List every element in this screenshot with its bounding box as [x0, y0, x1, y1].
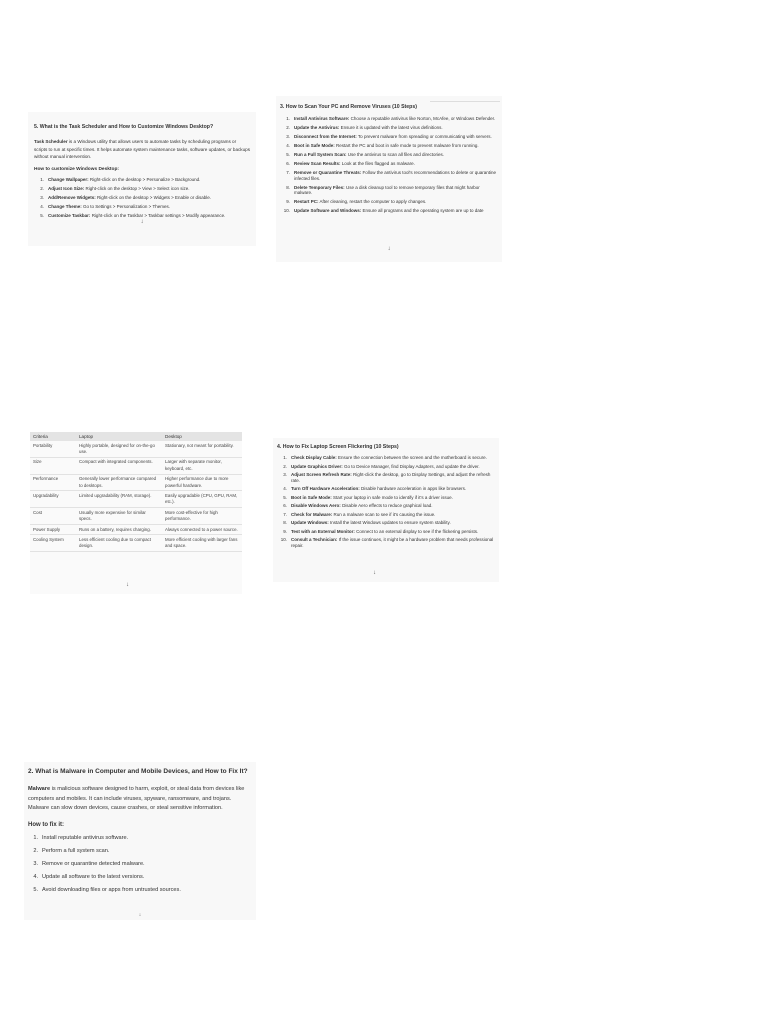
customize-subheading: How to customize Windows Desktop:	[34, 166, 119, 172]
flicker-steps-list	[277, 455, 495, 548]
table-row: Cost Usually more expensive for similar specs. More cost-effective for high performance.	[30, 508, 242, 525]
scroll-down-arrow-icon[interactable]: ↓	[126, 582, 129, 588]
list-item: 3. Disconnect from the Internet: To prevent malware from spreading or communicating with servers.	[286, 134, 492, 139]
task-scheduler-intro-text: is a Windows utility that allows users to automate tasks by scheduling programs or scripts to run at specific times. It helps automate system maintenance tasks, software updates, or backups without manual intervention.	[34, 139, 251, 159]
list-item: 4. Update all software to the latest versions.	[33, 873, 145, 880]
list-item: 1. Install Antivirus Software: Choose a reputable antivirus like Norton, McAfee, or Windows Defender.	[286, 116, 496, 121]
column-header: Criteria	[30, 432, 76, 441]
malware-intro-text: is malicious software designed to harm, exploit, or steal data from devices like computers and mobiles. It can include viruses, spyware, ransomware, and trojans. Malware can slow down devices, cause crashes, or steal sensitive information.	[28, 786, 245, 811]
list-item: 5. Customize Taskbar: Right-click on the Taskbar > Taskbar settings > Modify appearance.	[40, 212, 226, 218]
list-item: 10. Consult a Technician: If the issue continues, it might be a hardware problem that needs professional repair.	[280, 537, 494, 548]
virus-steps-list	[280, 116, 498, 214]
list-item: 4. Change Theme: Go to Settings > Personalization > Themes.	[40, 203, 170, 209]
malware-intro	[28, 785, 252, 814]
task-scheduler-intro-bold: Task Scheduler	[34, 139, 68, 144]
task-scheduler-title: 5. What is the Task Scheduler and How to Customize Windows Desktop?	[34, 124, 214, 130]
scroll-down-arrow-icon[interactable]: ↓	[373, 570, 376, 576]
customize-steps-list	[34, 177, 250, 219]
scroll-down-arrow-icon[interactable]: ↓	[140, 218, 144, 225]
virus-scan-title: 3. How to Scan Your PC and Remove Viruses (10 Steps)	[280, 104, 417, 110]
list-item: 8. Delete Temporary Files: Use a disk cleanup tool to remove temporary files that might harbor malware.	[286, 184, 480, 195]
list-item: 3. Remove or quarantine detected malware.	[33, 860, 145, 867]
list-item: 7. Check for Malware: Run a malware scan to see if it's causing the issue.	[283, 511, 436, 517]
list-item: 1. Check Display Cable: Ensure the connection between the screen and the motherboard is secure.	[283, 455, 487, 460]
table-row: Power Supply Runs on a battery, requires charging. Always connected to a power source.	[30, 525, 242, 535]
divider	[430, 101, 500, 102]
list-item: 9. Test with an External Monitor: Connect to an external display to see if the flickering persists.	[283, 528, 479, 534]
table-row: Cooling System Less efficient cooling due to compact design. More efficient cooling with larger fans and space.	[30, 535, 242, 552]
list-item: 3. Adjust Screen Refresh Rate: Right-click the desktop, go to Display Settings, and adjust the refresh rate.	[283, 472, 491, 483]
list-item: 7. Remove or Quarantine Threats: Follow the antivirus tool's recommendations to delete or quarantine infected files.	[286, 170, 496, 181]
list-item: 4. Boot in Safe Mode: Restart the PC and boot in safe mode to prevent malware from running.	[286, 143, 479, 148]
list-item: 5. Boot in Safe Mode: Start your laptop in safe mode to identify if it's a driver issue.	[283, 494, 453, 500]
table-header-row	[30, 432, 242, 441]
malware-title: 2. What is Malware in Computer and Mobile Devices, and How to Fix It?	[28, 768, 248, 775]
task-scheduler-intro	[34, 138, 250, 161]
scroll-down-arrow-icon[interactable]: ↓	[387, 246, 391, 252]
list-item: 2. Perform a full system scan.	[33, 847, 110, 854]
table-row: Size Compact with integrated components. Larger with separate monitor, keyboard, etc.	[30, 457, 242, 474]
comparison-table-card	[30, 432, 242, 594]
list-item: 1. Change Wallpaper: Right-click on the desktop > Personalize > Background.	[40, 176, 201, 182]
list-item: 6. Disable Windows Aero: Disable Aero effects to reduce graphical load.	[283, 503, 433, 508]
how-to-fix-subheading: How to fix it:	[28, 821, 64, 828]
screen-flicker-title: 4. How to Fix Laptop Screen Flickering (10 Steps)	[277, 444, 399, 450]
list-item: 2. Update the Antivirus: Ensure it is updated with the latest virus definitions.	[286, 125, 443, 130]
list-item: 1. Install reputable antivirus software.	[33, 834, 129, 841]
list-item: 5. Run a Full System Scan: Use the antivirus to scan all files and directories.	[286, 152, 445, 157]
table-row: Portability Highly portable, designed for on-the-go use. Stationary, not meant for portability.	[30, 441, 242, 457]
scroll-down-arrow-icon[interactable]: ↓	[138, 912, 142, 918]
list-item: 9. Restart PC: After cleaning, restart the computer to apply changes.	[286, 199, 427, 204]
list-item: 10. Update Software and Windows: Ensure all programs and the operating system are up to date	[283, 208, 484, 213]
column-header: Desktop	[162, 432, 242, 441]
list-item: 4. Turn Off Hardware Acceleration: Disable hardware acceleration in apps like browsers.	[283, 486, 467, 491]
malware-fix-list	[28, 835, 252, 894]
list-item: 2. Update Graphics Driver: Go to Device Manager, find Display Adapters, and update the driver.	[283, 463, 480, 469]
list-item: 5. Avoid downloading files or apps from untrusted sources.	[33, 886, 181, 893]
task-scheduler-card	[28, 112, 256, 246]
screen-flicker-card	[273, 438, 499, 582]
column-header: Laptop	[76, 432, 162, 441]
list-item: 2. Adjust Icon Size: Right-click on the desktop > View > Select icon size.	[40, 185, 190, 191]
list-item: 6. Review Scan Results: Look at the files flagged as malware.	[286, 161, 415, 166]
list-item: 3. Add/Remove Widgets: Right-click on the desktop > Widgets > Enable or disable.	[40, 194, 212, 200]
comparison-table	[30, 432, 242, 552]
virus-scan-card	[276, 96, 502, 262]
table-row: Performance Generally lower performance compared to desktops. Higher performance due to more powerful hardware.	[30, 474, 242, 491]
table-row: Upgradability Limited upgradability (RAM, storage). Easily upgradable (CPU, GPU, RAM, etc.).	[30, 491, 242, 508]
malware-intro-bold: Malware	[28, 786, 51, 792]
malware-card	[24, 762, 256, 920]
list-item: 8. Update Windows: Install the latest Windows updates to ensure system stability.	[283, 520, 451, 525]
